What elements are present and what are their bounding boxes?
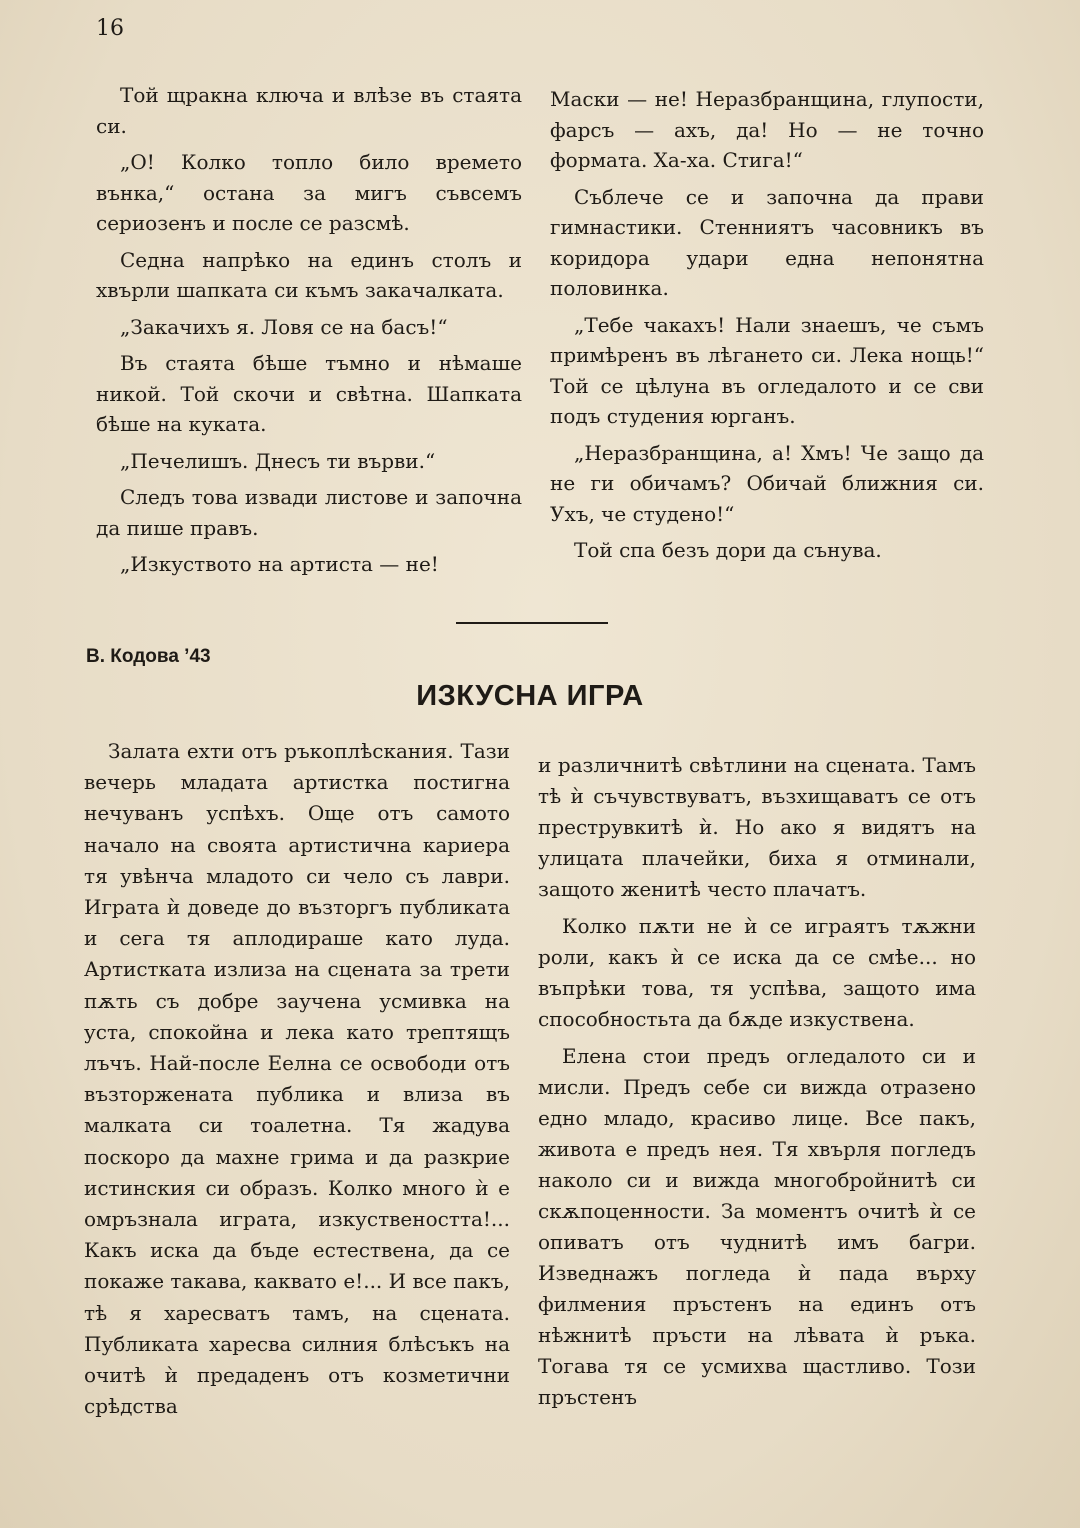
paragraph: Следъ това извади листове и започна да пише правъ. [96, 485, 522, 540]
paragraph: Елена стои предъ огледалото си и мисли. Предъ себе си вижда отразено едно младо, красиво лице. Все пакъ, живота е предъ нея. Тя хвърля погледъ наколо си и вижда многобройнитѣ си скѫпоценности. За моментъ очитѣ ѝ се опиватъ отъ чуднитѣ имъ багри. Изведнажъ погледа ѝ пада върху филмения пръстенъ на единъ отъ нѣжнитѣ пръсти на лѣвата ѝ ръка. Тогава тя се усмихва щастливо. Този пръстенъ [538, 1044, 976, 1409]
paragraph: „Неразбранщина, а! Хмъ! Че защо да не ги обичамъ? Обичай ближния си. Ухъ, че студено!“ [550, 440, 984, 526]
paragraph: Залата ехти отъ ръкоплѣскания. Тази вечерь младата артистка постигна нечуванъ успѣхъ. Още отъ самото начало на своята артистична кариера тя увѣнча младото си чело съ лаври. Играта ѝ доведе до възторгъ публиката и сега тя аплодираше като луда. Артистката излиза на сцената за трети пѫть съ добре заучена усмивка на уста, спокойна и лека като трептящъ лъчъ. Най-после Еелна се освободи отъ възторжената публика и влиза въ малката си тоалетна. Тя жадува поскоро да махне грима и да разкрие истинския си образъ. Колко много ѝ е омръзнала играта, изкуствеността!... Какъ иска да бъде естествена, да се покаже такава, каквато е!... И все пакъ, тѣ я харесватъ тамъ, на сцената. Публиката харесва силния блѣсъкъ на очитѣ ѝ предаденъ отъ козметични срѣдства [84, 739, 510, 1419]
paragraph: „Закачихъ я. Ловя се на басъ!“ [120, 314, 448, 339]
author-byline: В. Кодова ’43 [86, 646, 211, 667]
article-left-column [84, 736, 510, 1428]
paragraph: „Тебе чакахъ! Нали знаешъ, че съмъ примѣренъ въ лѣгането си. Лека нощь!“ Той се цѣлуна въ огледалото и се сви подъ студения юрганъ. [550, 312, 984, 428]
paragraph: Той спа безъ дори да сънува. [574, 538, 882, 562]
paragraph: Той щракна ключа и влѣзе въ стаята си. [96, 83, 522, 138]
page-number: 16 [96, 16, 124, 41]
paragraph-continuation: Маски — не! Неразбранщина, глупости, фарсъ — ахъ, да! Но — не точно формата. Ха-ха. Стига!“ [550, 87, 984, 172]
paragraph: Съблече се и започна да прави гимнастики. Стенниятъ часовникъ въ коридора удари една непонятна половинка. [550, 184, 984, 300]
paragraph-continuation: и различнитѣ свѣтлини на сцената. Тамъ тѣ ѝ съчувствуватъ, възхищаватъ се отъ преструвкитѣ ѝ. Но ако я видятъ на улицата плачейки, биха я отминали, защото женитѣ често плачатъ. [538, 753, 976, 901]
paragraph: „О! Колко топло било времето вънка,“ остана за мигъ съвсемъ сериозенъ и после се разсмѣ. [96, 150, 522, 235]
article-right-column [538, 750, 976, 1419]
paragraph: „Печелишъ. Днесъ ти върви.“ [120, 448, 436, 473]
top-story-left-column [96, 80, 522, 586]
paragraph: Колко пѫти не ѝ се играятъ тѫжни роли, какъ ѝ се иска да се смѣе... но въпрѣки това, тя успѣва, защото има способностьта да бѫде изкуствена. [538, 914, 976, 1031]
paragraph: „Изкуството на артиста — не! [120, 552, 439, 576]
section-divider [456, 622, 608, 624]
article-title: ИЗКУСНА ИГРА [416, 680, 644, 712]
paragraph: Въ стаята бѣше тъмно и нѣмаше никой. Той скочи и свѣтна. Шапката бѣше на куката. [96, 351, 522, 436]
top-story-right-column [550, 84, 984, 572]
paragraph: Седна напрѣко на единъ столъ и хвърли шапката си къмъ закачалката. [96, 247, 522, 302]
